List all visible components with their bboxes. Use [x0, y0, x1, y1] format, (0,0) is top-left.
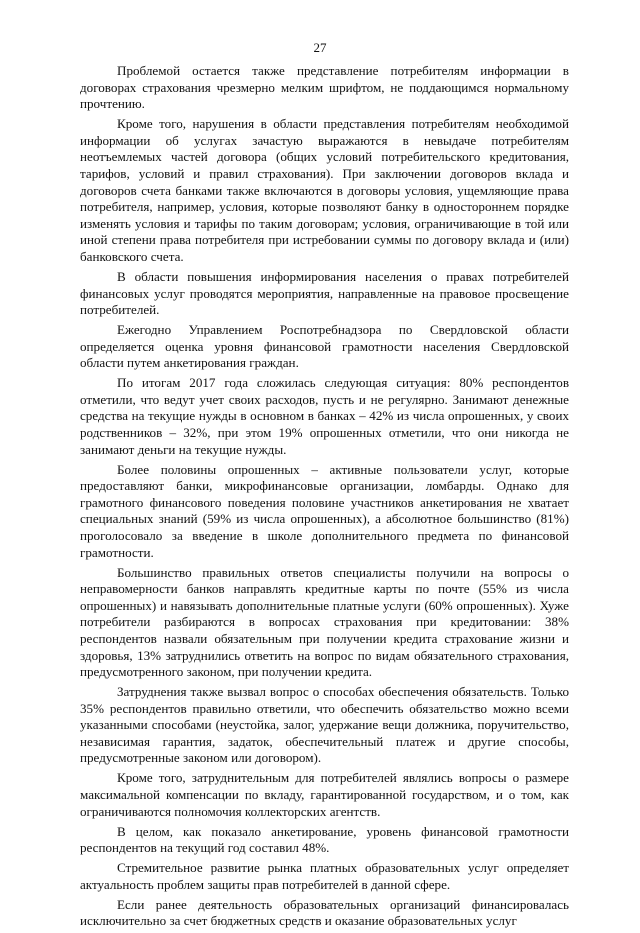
paragraph: Кроме того, нарушения в области представления потребителям необходимой информации об услугах зачастую выражаются в невыдаче потребителям неотъемлемых частей договора (общих условий потребительского кредитования, тарифов, условий и правил страхования). При заключении договоров вклада и договоров счета банками также включаются в договоры условия, ущемляющие права потребителя, например, условия, которые позволяют банку в одностороннем порядке изменять условия и тарифы по таким договорам; условия, ограничивающие в той или иной степени права потребителя при истребовании суммы по договору вклада и (или) банковского счета.	[80, 116, 569, 264]
paragraph: Более половины опрошенных – активные пользователи услуг, которые предоставляют банки, микрофинансовые организации, ломбарды. Однако для грамотного финансового поведения половине участников анкетирования не хватает специальных знаний (59% из числа опрошенных), а абсолютное большинство (81%) проголосовало за введение в школе дополнительного предмета по финансовой грамотности.	[80, 461, 569, 560]
document-body	[80, 63, 569, 933]
paragraph: Стремительное развитие рынка платных образовательных услуг определяет актуальность проблем защиты прав потребителей в данной сфере.	[80, 860, 569, 892]
paragraph: По итогам 2017 года сложилась следующая ситуация: 80% респондентов отметили, что ведут учет своих расходов, пусть и не регулярно. Занимают денежные средства на текущие нужды в основном в банках – 42% из числа опрошенных, у своих родственников – 32%, при этом 19% опрошенных отметили, что они никогда не занимают деньги на текущие нужды.	[80, 375, 569, 457]
paragraph: Проблемой остается также представление потребителям информации в договорах страхования чрезмерно мелким шрифтом, не поддающимся нормальному прочтению.	[80, 63, 569, 112]
paragraph: Затруднения также вызвал вопрос о способах обеспечения обязательств. Только 35% респондентов правильно ответили, что обеспечить обязательство можно всеми указанными способами (неустойка, залог, удержание вещи должника, поручительство, независимая гарантия, задаток, обеспечительный платеж и другие способы, предусмотренные законом или договором).	[80, 684, 569, 766]
paragraph: Если ранее деятельность образовательных организаций финансировалась исключительно за счет бюджетных средств и оказание образовательных услуг	[80, 896, 569, 929]
paragraph: В области повышения информирования населения о правах потребителей финансовых услуг проводятся мероприятия, направленные на правовое просвещение потребителей.	[80, 268, 569, 318]
paragraph: Кроме того, затруднительным для потребителей являлись вопросы о размере максимальной компенсации по вкладу, гарантированной государством, и о том, как ограничиваются полномочия коллекторских агентств.	[80, 770, 569, 819]
paragraph: Ежегодно Управлением Роспотребнадзора по Свердловской области определяется оценка уровня финансовой грамотности населения Свердловской области путем анкетирования граждан.	[80, 322, 569, 371]
paragraph: Большинство правильных ответов специалисты получили на вопросы о неправомерности банков направлять кредитные карты по почте (55% из числа опрошенных) и навязывать дополнительные платные услуги (60% опрошенных). Хуже потребители разбираются в вопросах страхования при кредитовании: 38% респондентов назвали обязательным при получении кредита страхование жизни и здоровья, 13% затруднились ответить на вопрос по видам обязательного страхования, предусмотренного законом, при получении кредита.	[80, 564, 569, 680]
paragraph: В целом, как показало анкетирование, уровень финансовой грамотности респондентов на текущий год составил 48%.	[80, 823, 569, 856]
page-number: 27	[313, 40, 327, 55]
